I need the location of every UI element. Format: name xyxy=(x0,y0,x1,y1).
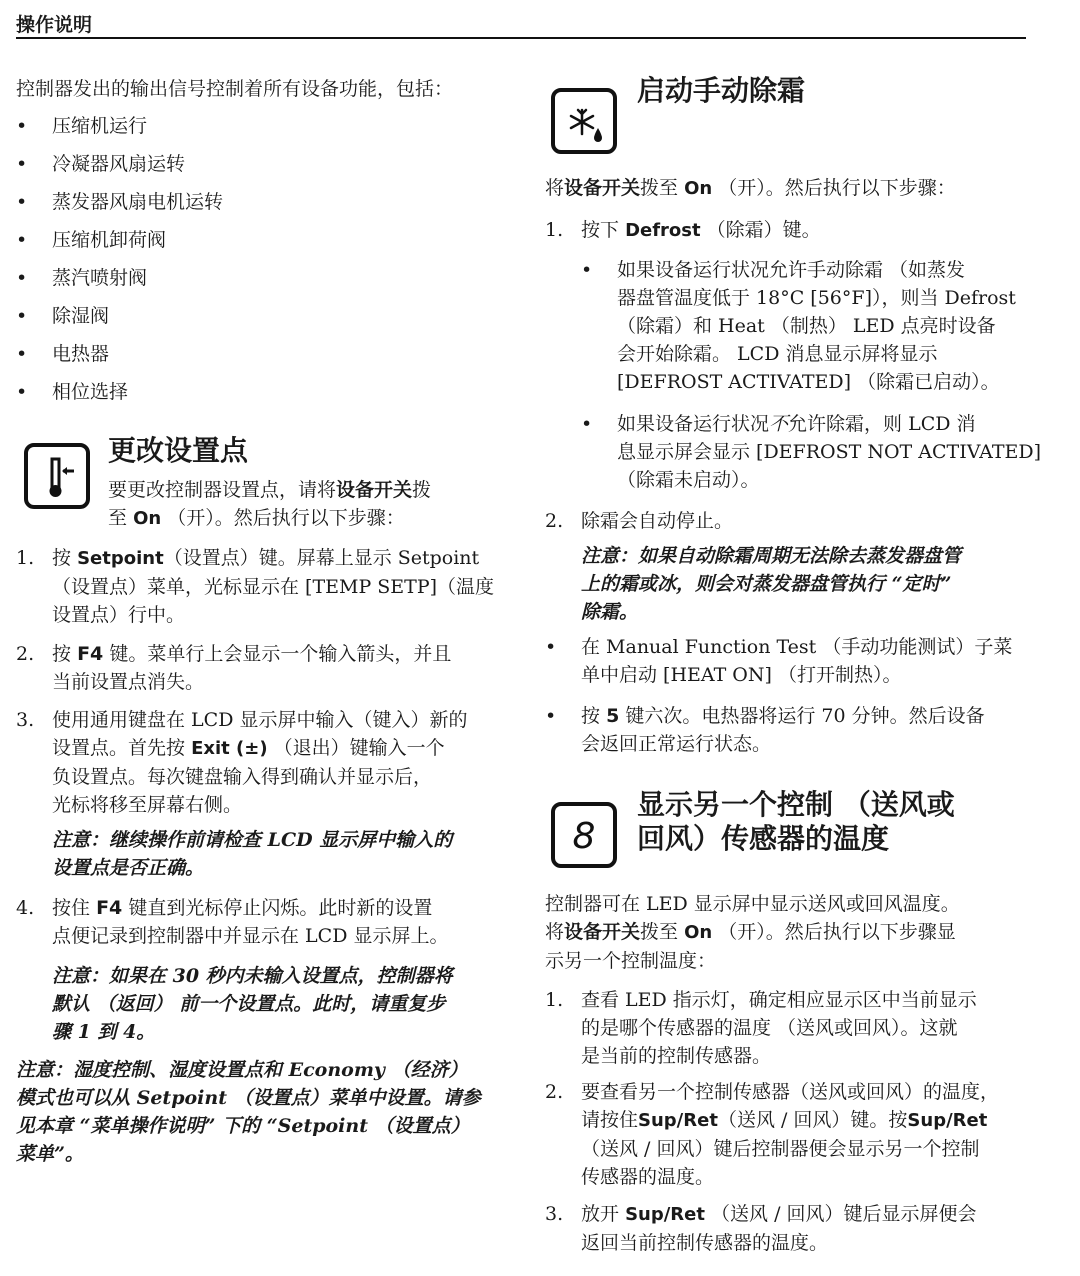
setpoint-note-1: 注意：继续操作前请检查 LCD 显示屏中输入的 设置点是否正确。 xyxy=(52,829,453,879)
defrost-step-2: 2. 除霜会自动停止。 xyxy=(545,510,734,532)
defrost-note: 注意：如果自动除霜周期无法除去蒸发器盘管 上的霜或冰，则会对蒸发器盘管执行 “定时” 除霜。 xyxy=(581,545,962,623)
defrost-bullet-2: • 如果设备运行状况不允许除霜，则 LCD 消 息显示屏会显示 [DEFROST NOT ACTIVATED] （除霜未启动）。 xyxy=(581,413,1042,491)
defrost-bullet-1: • 如果设备运行状况允许手动除霜 （如蒸发 器盘管温度低于 18°C [56°F]），则当 Defrost （除霜）和 Heat （制热） LED 点亮时设备 会开始除霜。 LCD 消息显示屏将显示 [DEFROST ACTIVATED] （除霜已启动）。 xyxy=(581,259,1016,393)
humidity-note: 注意：湿度控制、湿度设置点和 Economy （经济） 模式也可以从 Setpoint （设置点）菜单中设置。请参 见本章 “菜单操作说明” 下的 “Setpoint （设置点） 菜单”。 xyxy=(16,1059,481,1165)
list-item: • 冷凝器风扇运转 xyxy=(16,153,186,175)
header-rule xyxy=(16,37,1026,39)
defrost-intro: 将设备开关拨至 On （开）。然后执行以下步骤： xyxy=(545,177,956,199)
thermometer-icon xyxy=(24,443,90,509)
list-item: • 相位选择 xyxy=(16,381,129,403)
list-item: • 蒸发器风扇电机运转 xyxy=(16,191,224,213)
list-item: • 电热器 xyxy=(16,343,110,365)
setpoint-step-1: 1. 按 Setpoint（设置点）键。屏幕上显示 Setpoint （设置点）菜单，光标显示在 [TEMP SETP]（温度 设置点）行中。 xyxy=(16,547,495,626)
list-item: • 压缩机卸荷阀 xyxy=(16,229,167,251)
list-item: • 压缩机运行 xyxy=(16,115,148,137)
setpoint-step-2: 2. 按 F4 键。菜单行上会显示一个输入箭头，并且 当前设置点消失。 xyxy=(16,643,452,693)
list-item: • 除湿阀 xyxy=(16,305,110,327)
setpoint-note-2: 注意：如果在 30 秒内未输入设置点，控制器将 默认 （返回） 前一个设置点。此时，请重复步 骤 1 到 4。 xyxy=(52,965,453,1043)
defrost-section-title: 启动手动除霜 xyxy=(637,74,806,107)
display-digit: 8 xyxy=(572,816,596,857)
defrost-step-1: 1. 按下 Defrost （除霜）键。 xyxy=(545,219,821,241)
seven-segment-display-icon xyxy=(551,802,617,868)
setpoint-intro: 要更改控制器设置点，请将设备开关拨 至 On （开）。然后执行以下步骤： xyxy=(108,479,432,529)
setpoint-section-title: 更改设置点 xyxy=(108,434,249,467)
list-item: • 蒸汽喷射阀 xyxy=(16,267,148,289)
setpoint-step-3: 3. 使用通用键盘在 LCD 显示屏中输入（键入）新的 设置点。首先按 Exit (±) （退出）键输入一个 负设置点。每次键盘输入得到确认并显示后， 光标将移至屏幕右侧。 xyxy=(16,709,468,816)
defrost-icon xyxy=(551,88,617,154)
defrost-bullet-4: • 按 5 键六次。电热器将运行 70 分钟。然后设备 会返回正常运行状态。 xyxy=(545,705,985,755)
setpoint-step-4: 4. 按住 F4 键直到光标停止闪烁。此时新的设置 点便记录到控制器中并显示在 LCD 显示屏上。 xyxy=(16,897,449,947)
sensor-intro: 控制器可在 LED 显示屏中显示送风或回风温度。 将设备开关拨至 On （开）。然后执行以下步骤显 示另一个控制温度： xyxy=(545,893,960,972)
page-header-title: 操作说明 xyxy=(16,14,93,36)
sensor-step-2: 2. 要查看另一个控制传感器（送风或回风）的温度， 请按住Sup/Ret（送风 / 回风）键。按Sup/Ret （送风 / 回风）键后控制器便会显示另一个控制 传感器的温度。 xyxy=(545,1081,1000,1188)
sensor-step-3: 3. 放开 Sup/Ret （送风 / 回风）键后显示屏便会 返回当前控制传感器的温度。 xyxy=(545,1203,977,1254)
sensor-step-1: 1. 查看 LED 指示灯，确定相应显示区中当前显示 的是哪个传感器的温度 （送风或回风）。这就 是当前的控制传感器。 xyxy=(545,989,977,1067)
defrost-bullet-3: • 在 Manual Function Test （手动功能测试）子菜 单中启动 [HEAT ON] （打开制热）。 xyxy=(545,636,1013,686)
intro-text: 控制器发出的输出信号控制着所有设备功能，包括： xyxy=(16,78,454,100)
sensor-section-title: 显示另一个控制 （送风或 回风）传感器的温度 xyxy=(637,788,955,855)
function-list xyxy=(16,112,498,406)
